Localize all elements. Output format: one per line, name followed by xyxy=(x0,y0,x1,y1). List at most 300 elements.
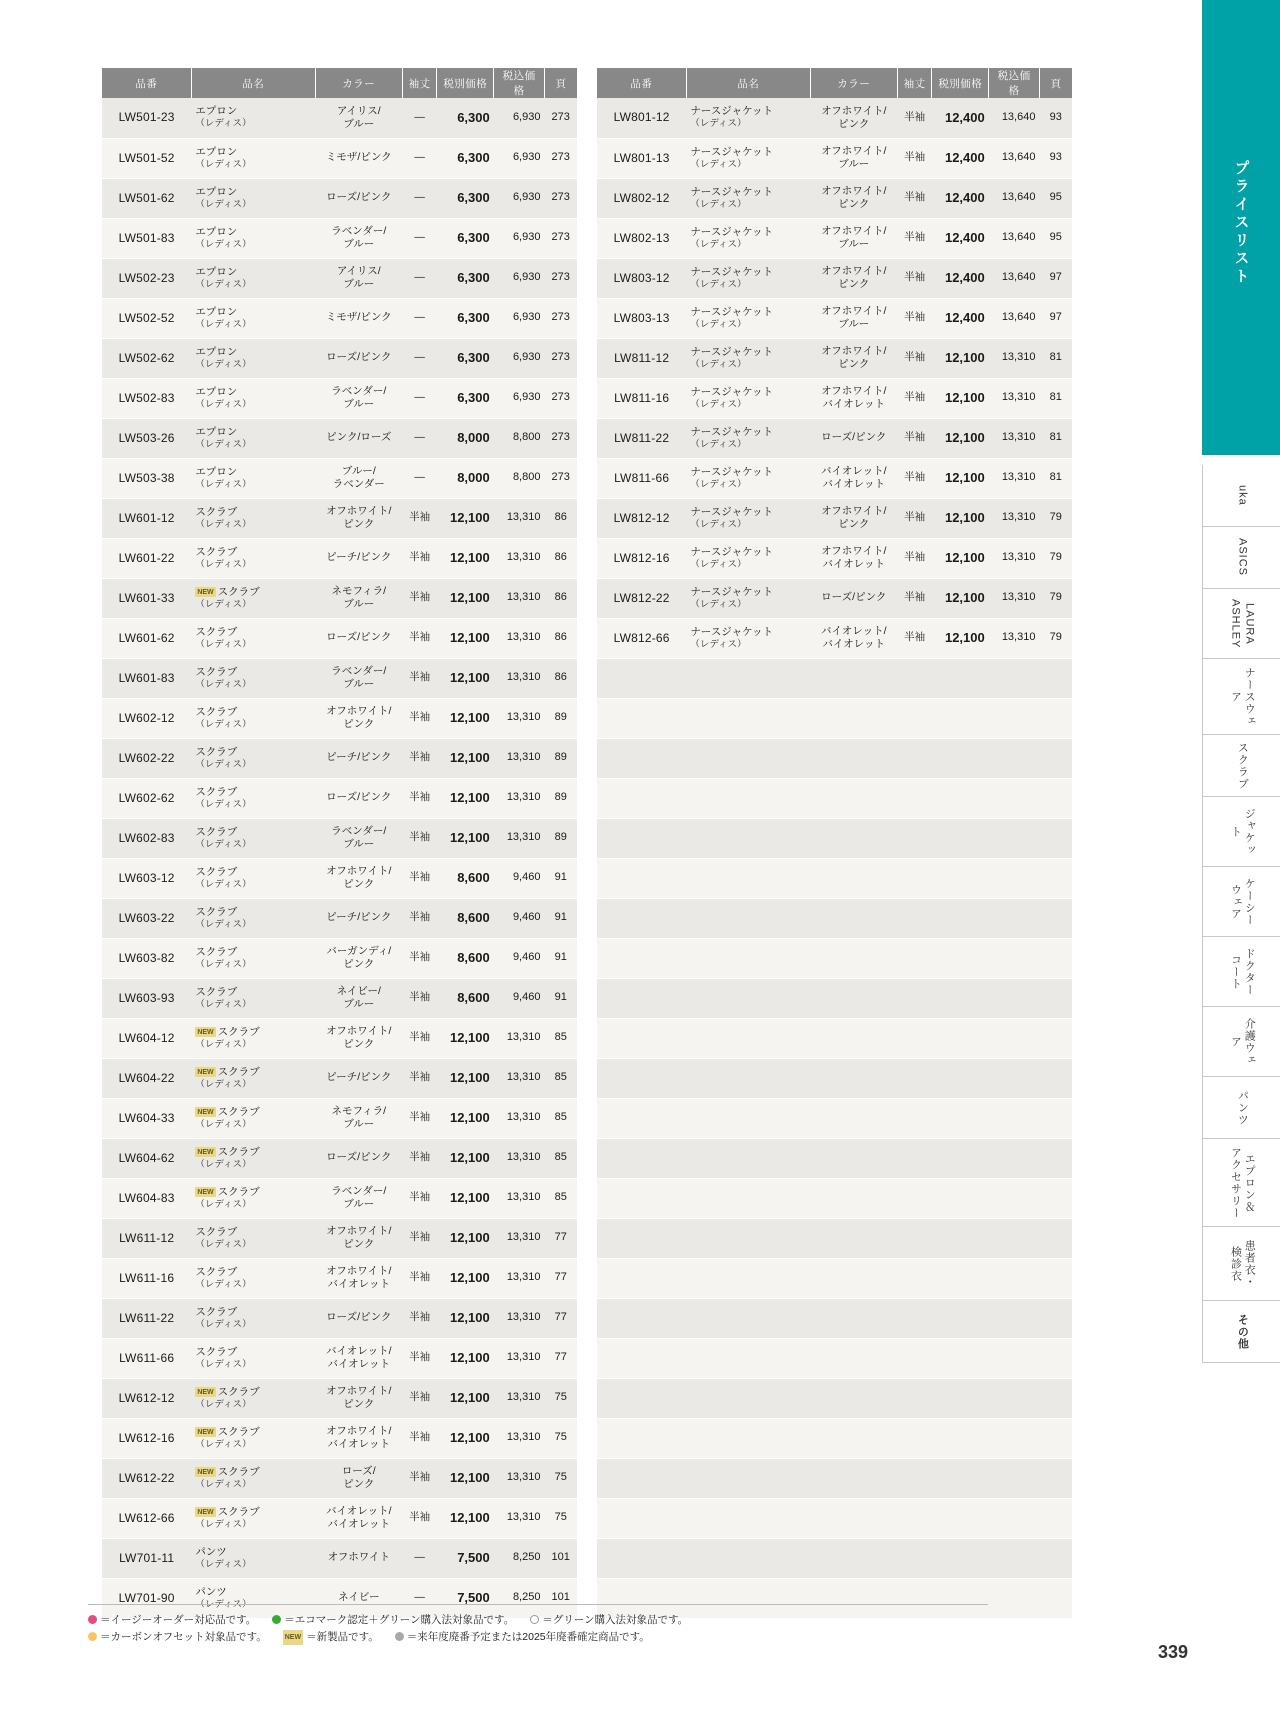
cell-empty xyxy=(686,1498,810,1538)
cell-page-ref: 97 xyxy=(1039,258,1072,298)
cell-empty xyxy=(989,898,1040,938)
cell-sleeve-length: — xyxy=(402,458,437,498)
cell-product-name xyxy=(191,1138,315,1178)
product-name-text: スクラブ xyxy=(195,545,238,558)
product-name-text: スクラブ xyxy=(195,865,238,878)
cell-sleeve-length: 半袖 xyxy=(402,1338,437,1378)
category-tab-6[interactable] xyxy=(1202,797,1280,867)
header-code: 品番 xyxy=(597,68,686,98)
table-row xyxy=(597,418,1072,458)
cell-price-in-tax: 8,250 xyxy=(494,1578,545,1618)
cell-sleeve-length: 半袖 xyxy=(402,658,437,698)
cell-color: ローズ/ピンク xyxy=(810,418,897,458)
new-badge-icon: NEW xyxy=(197,1068,214,1076)
cell-empty xyxy=(597,1178,686,1218)
product-name-text: エプロン xyxy=(195,225,238,238)
cell-empty xyxy=(989,778,1040,818)
cell-price-ex-tax: 12,100 xyxy=(437,1458,494,1498)
cell-page-ref: 91 xyxy=(544,938,577,978)
cell-product-name xyxy=(191,978,315,1018)
cell-page-ref: 95 xyxy=(1039,218,1072,258)
cell-empty xyxy=(989,1418,1040,1458)
cell-price-in-tax: 8,800 xyxy=(494,458,545,498)
cell-price-in-tax: 13,310 xyxy=(494,1138,545,1178)
cell-sleeve-length: — xyxy=(402,138,437,178)
cell-price-ex-tax: 8,600 xyxy=(437,938,494,978)
header-code: 品番 xyxy=(102,68,191,98)
new-badge-icon: NEW xyxy=(197,1468,214,1476)
table-row xyxy=(597,338,1072,378)
cell-empty xyxy=(597,858,686,898)
product-name-text: スクラブ xyxy=(195,785,238,798)
cell-product-code: LW812-12 xyxy=(597,498,686,538)
cell-empty xyxy=(810,1298,897,1338)
cell-product-name xyxy=(191,1098,315,1138)
cell-color: ネモフィラ/ ブルー xyxy=(315,578,402,618)
cell-empty xyxy=(1039,778,1072,818)
cell-price-in-tax: 13,640 xyxy=(989,258,1040,298)
cell-product-code: LW612-16 xyxy=(102,1418,191,1458)
green-dot-icon xyxy=(272,1615,281,1624)
cell-color: バーガンディ/ ピンク xyxy=(315,938,402,978)
table-header-row xyxy=(597,68,1072,98)
cell-product-code: LW802-13 xyxy=(597,218,686,258)
cell-sleeve-length: — xyxy=(402,338,437,378)
cell-empty xyxy=(1039,1258,1072,1298)
table-row xyxy=(102,1498,577,1538)
cell-page-ref: 75 xyxy=(544,1498,577,1538)
product-name-text: ナースジャケット xyxy=(690,145,774,158)
cell-product-name xyxy=(191,818,315,858)
cell-product-code: LW602-22 xyxy=(102,738,191,778)
cell-color: ネモフィラ/ ブルー xyxy=(315,1098,402,1138)
cell-price-ex-tax: 12,100 xyxy=(932,578,989,618)
cell-empty xyxy=(897,1498,932,1538)
cell-price-in-tax: 13,310 xyxy=(494,1018,545,1058)
cell-sleeve-length: 半袖 xyxy=(897,138,932,178)
cell-page-ref: 77 xyxy=(544,1298,577,1338)
cell-price-in-tax: 13,310 xyxy=(494,738,545,778)
cell-product-code: LW811-12 xyxy=(597,338,686,378)
cell-empty xyxy=(897,1218,932,1258)
cell-empty xyxy=(989,1298,1040,1338)
cell-sleeve-length: 半袖 xyxy=(402,1498,437,1538)
table-row xyxy=(102,458,577,498)
cell-product-code: LW611-12 xyxy=(102,1218,191,1258)
table-row-empty xyxy=(597,858,1072,898)
cell-empty xyxy=(597,818,686,858)
cell-page-ref: 86 xyxy=(544,658,577,698)
new-badge-icon: NEW xyxy=(283,1630,303,1645)
cell-empty xyxy=(932,1138,989,1178)
table-row xyxy=(102,418,577,458)
cell-price-ex-tax: 6,300 xyxy=(437,218,494,258)
cell-product-code: LW801-13 xyxy=(597,138,686,178)
category-tab-11[interactable] xyxy=(1202,1139,1280,1227)
cell-price-in-tax: 13,640 xyxy=(989,138,1040,178)
cell-empty xyxy=(686,1298,810,1338)
cell-page-ref: 81 xyxy=(1039,378,1072,418)
cell-empty xyxy=(686,858,810,898)
product-name-subtext: （レディス） xyxy=(195,798,252,810)
cell-empty xyxy=(686,1458,810,1498)
product-name-subtext: （レディス） xyxy=(195,478,252,490)
product-name-subtext: （レディス） xyxy=(690,358,747,370)
table-row xyxy=(102,138,577,178)
cell-sleeve-length: 半袖 xyxy=(897,258,932,298)
cell-product-name xyxy=(686,338,810,378)
cell-sleeve-length: — xyxy=(402,218,437,258)
table-row xyxy=(597,578,1072,618)
cell-page-ref: 273 xyxy=(544,458,577,498)
product-name-subtext: （レディス） xyxy=(690,238,747,250)
cell-color: ローズ/ピンク xyxy=(315,778,402,818)
table-row-empty xyxy=(597,1178,1072,1218)
cell-price-ex-tax: 12,100 xyxy=(437,1098,494,1138)
cell-page-ref: 77 xyxy=(544,1218,577,1258)
category-tab-10[interactable] xyxy=(1202,1077,1280,1139)
cell-price-ex-tax: 12,100 xyxy=(437,618,494,658)
cell-price-ex-tax: 12,100 xyxy=(932,458,989,498)
cell-color: ラベンダー/ ブルー xyxy=(315,818,402,858)
table-row xyxy=(102,578,577,618)
table-row xyxy=(102,538,577,578)
price-tables-container xyxy=(102,68,1072,1619)
cell-empty xyxy=(1039,898,1072,938)
table-row xyxy=(102,1418,577,1458)
cell-page-ref: 273 xyxy=(544,338,577,378)
product-name-subtext: （レディス） xyxy=(195,1398,252,1410)
cell-price-ex-tax: 12,100 xyxy=(437,1018,494,1058)
cell-empty xyxy=(686,1338,810,1378)
category-tab-12[interactable] xyxy=(1202,1227,1280,1301)
product-name-subtext: （レディス） xyxy=(195,398,252,410)
cell-price-ex-tax: 12,100 xyxy=(932,498,989,538)
cell-sleeve-length: — xyxy=(402,1578,437,1618)
product-name-subtext: （レディス） xyxy=(195,1038,252,1050)
cell-price-ex-tax: 12,100 xyxy=(437,738,494,778)
cell-empty xyxy=(1039,1498,1072,1538)
cell-sleeve-length: — xyxy=(402,418,437,458)
cell-product-code: LW802-12 xyxy=(597,178,686,218)
product-name-text: ナースジャケット xyxy=(690,225,774,238)
cell-product-name xyxy=(191,1218,315,1258)
cell-empty xyxy=(1039,938,1072,978)
table-row xyxy=(102,658,577,698)
cell-empty xyxy=(686,1418,810,1458)
category-tab-3[interactable] xyxy=(1202,589,1280,659)
cell-empty xyxy=(989,698,1040,738)
price-list-body-right xyxy=(597,98,1072,1618)
category-tab-2[interactable] xyxy=(1202,527,1280,589)
cell-empty xyxy=(932,1018,989,1058)
legend-footer xyxy=(88,1604,988,1647)
cell-empty xyxy=(597,738,686,778)
cell-color: ミモザ/ピンク xyxy=(315,298,402,338)
cell-product-code: LW603-12 xyxy=(102,858,191,898)
product-name-text: ナースジャケット xyxy=(690,545,774,558)
cell-page-ref: 89 xyxy=(544,738,577,778)
cell-empty xyxy=(897,1378,932,1418)
cell-sleeve-length: 半袖 xyxy=(402,1138,437,1178)
category-tab-13[interactable] xyxy=(1202,1301,1280,1363)
header-color: カラー xyxy=(315,68,402,98)
cell-product-name xyxy=(686,218,810,258)
product-name-text: スクラブ xyxy=(217,1385,260,1398)
cell-empty xyxy=(897,1098,932,1138)
cell-page-ref: 79 xyxy=(1039,498,1072,538)
cell-empty xyxy=(932,1178,989,1218)
cell-page-ref: 85 xyxy=(544,1018,577,1058)
category-tab-5[interactable] xyxy=(1202,735,1280,797)
category-tab-label: ケーシー ウェア xyxy=(1229,877,1256,926)
cell-empty xyxy=(810,858,897,898)
table-row xyxy=(597,618,1072,658)
cell-sleeve-length: 半袖 xyxy=(897,458,932,498)
legend-item-easy-order: ＝イージーオーダー対応品です。 xyxy=(88,1612,256,1629)
legend-item-ecomark: ＝エコマーク認定＋グリーン購入法対象品です。 xyxy=(272,1612,514,1629)
cell-price-ex-tax: 12,100 xyxy=(437,1498,494,1538)
cell-sleeve-length: — xyxy=(402,258,437,298)
category-tab-8[interactable] xyxy=(1202,937,1280,1007)
cell-price-ex-tax: 12,100 xyxy=(437,1258,494,1298)
cell-product-name xyxy=(191,298,315,338)
table-row-empty xyxy=(597,1538,1072,1578)
cell-product-code: LW803-13 xyxy=(597,298,686,338)
product-name-subtext: （レディス） xyxy=(195,1238,252,1250)
cell-page-ref: 273 xyxy=(544,218,577,258)
cell-price-ex-tax: 8,600 xyxy=(437,978,494,1018)
white-dot-icon xyxy=(530,1615,539,1624)
product-name-subtext: （レディス） xyxy=(195,1558,252,1570)
cell-color: ローズ/ピンク xyxy=(315,178,402,218)
cell-price-in-tax: 13,310 xyxy=(494,658,545,698)
cell-empty xyxy=(597,1058,686,1098)
cell-price-ex-tax: 12,400 xyxy=(932,138,989,178)
product-name-subtext: （レディス） xyxy=(195,998,252,1010)
product-name-text: ナースジャケット xyxy=(690,625,774,638)
cell-empty xyxy=(686,978,810,1018)
cell-price-ex-tax: 12,100 xyxy=(437,1298,494,1338)
category-tab-4[interactable] xyxy=(1202,659,1280,735)
cell-product-name xyxy=(686,378,810,418)
product-name-subtext: （レディス） xyxy=(195,1158,252,1170)
product-name-subtext: （レディス） xyxy=(195,1078,252,1090)
cell-price-in-tax: 13,310 xyxy=(494,1458,545,1498)
cell-empty xyxy=(897,1338,932,1378)
product-name-text: エプロン xyxy=(195,265,238,278)
cell-price-in-tax: 13,310 xyxy=(494,1338,545,1378)
cell-price-ex-tax: 8,000 xyxy=(437,418,494,458)
table-row xyxy=(597,538,1072,578)
table-row-empty xyxy=(597,1018,1072,1058)
cell-empty xyxy=(897,978,932,1018)
cell-color: オフホワイト/ ブルー xyxy=(810,218,897,258)
product-name-text: ナースジャケット xyxy=(690,265,774,278)
cell-price-ex-tax: 12,100 xyxy=(437,538,494,578)
legend-item-green-law: ＝グリーン購入法対象品です。 xyxy=(530,1612,688,1629)
cell-product-code: LW612-22 xyxy=(102,1458,191,1498)
cell-color: オフホワイト/ ブルー xyxy=(810,138,897,178)
cell-empty xyxy=(932,698,989,738)
cell-price-in-tax: 13,310 xyxy=(494,578,545,618)
cell-product-name xyxy=(191,1018,315,1058)
cell-color: ラベンダー/ ブルー xyxy=(315,378,402,418)
table-row-empty xyxy=(597,818,1072,858)
cell-price-in-tax: 13,310 xyxy=(494,698,545,738)
product-name-text: ナースジャケット xyxy=(690,345,774,358)
cell-product-code: LW602-83 xyxy=(102,818,191,858)
cell-price-in-tax: 13,310 xyxy=(494,1058,545,1098)
cell-price-ex-tax: 12,100 xyxy=(437,1418,494,1458)
cell-empty xyxy=(932,1378,989,1418)
product-name-subtext: （レディス） xyxy=(195,878,252,890)
category-tab-1[interactable] xyxy=(1202,465,1280,527)
cell-product-code: LW502-83 xyxy=(102,378,191,418)
cell-price-ex-tax: 6,300 xyxy=(437,378,494,418)
cell-page-ref: 89 xyxy=(544,818,577,858)
cell-product-name xyxy=(686,178,810,218)
table-row xyxy=(102,1178,577,1218)
cell-empty xyxy=(932,978,989,1018)
cell-sleeve-length: 半袖 xyxy=(402,578,437,618)
gray-dot-icon xyxy=(395,1632,404,1641)
cell-empty xyxy=(810,898,897,938)
product-name-subtext: （レディス） xyxy=(690,598,747,610)
cell-color: バイオレット/ バイオレット xyxy=(315,1498,402,1538)
product-name-text: スクラブ xyxy=(217,1145,260,1158)
cell-sleeve-length: 半袖 xyxy=(402,1458,437,1498)
cell-empty xyxy=(686,658,810,698)
cell-product-code: LW812-16 xyxy=(597,538,686,578)
cell-empty xyxy=(597,1458,686,1498)
table-row xyxy=(102,1058,577,1098)
cell-price-ex-tax: 12,400 xyxy=(932,98,989,138)
table-row xyxy=(102,898,577,938)
cell-empty xyxy=(597,658,686,698)
cell-empty xyxy=(932,898,989,938)
cell-price-in-tax: 13,310 xyxy=(989,458,1040,498)
cell-sleeve-length: 半袖 xyxy=(402,1218,437,1258)
header-name: 品名 xyxy=(191,68,315,98)
cell-empty xyxy=(932,1338,989,1378)
cell-empty xyxy=(810,1538,897,1578)
product-name-subtext: （レディス） xyxy=(195,1598,252,1610)
cell-page-ref: 273 xyxy=(544,98,577,138)
cell-price-in-tax: 13,640 xyxy=(989,178,1040,218)
table-row xyxy=(102,498,577,538)
cell-product-name xyxy=(191,738,315,778)
product-name-subtext: （レディス） xyxy=(195,1438,252,1450)
cell-product-code: LW604-62 xyxy=(102,1138,191,1178)
header-price-ex-tax: 税別価格 xyxy=(437,68,494,98)
cell-empty xyxy=(810,938,897,978)
product-name-text: ナースジャケット xyxy=(690,505,774,518)
cell-product-name xyxy=(191,378,315,418)
cell-product-code: LW603-82 xyxy=(102,938,191,978)
cell-product-code: LW604-83 xyxy=(102,1178,191,1218)
price-list-table-right xyxy=(597,68,1072,1619)
product-name-subtext: （レディス） xyxy=(195,638,252,650)
new-badge-icon: NEW xyxy=(197,1188,214,1196)
cell-price-ex-tax: 12,100 xyxy=(437,698,494,738)
cell-sleeve-length: 半袖 xyxy=(897,578,932,618)
cell-product-name xyxy=(191,1418,315,1458)
category-tab-label: ナースウェア xyxy=(1229,666,1256,727)
cell-color: オフホワイト/ バイオレット xyxy=(810,538,897,578)
cell-sleeve-length: 半袖 xyxy=(402,978,437,1018)
cell-color: オフホワイト/ ピンク xyxy=(315,1218,402,1258)
cell-product-code: LW502-62 xyxy=(102,338,191,378)
cell-empty xyxy=(989,1018,1040,1058)
cell-empty xyxy=(897,1138,932,1178)
cell-page-ref: 93 xyxy=(1039,98,1072,138)
table-row xyxy=(102,1378,577,1418)
cell-sleeve-length: 半袖 xyxy=(402,818,437,858)
cell-color: ラベンダー/ ブルー xyxy=(315,658,402,698)
product-name-subtext: （レディス） xyxy=(195,758,252,770)
category-tab-7[interactable] xyxy=(1202,867,1280,937)
cell-empty xyxy=(897,1178,932,1218)
product-name-text: スクラブ xyxy=(217,1505,260,1518)
cell-product-name xyxy=(191,618,315,658)
cell-empty xyxy=(810,1378,897,1418)
cell-empty xyxy=(932,1058,989,1098)
new-badge-icon: NEW xyxy=(197,1108,214,1116)
cell-price-ex-tax: 12,100 xyxy=(437,1338,494,1378)
category-tab-label: 介護ウェア xyxy=(1229,1017,1256,1066)
cell-empty xyxy=(686,698,810,738)
cell-empty xyxy=(989,1218,1040,1258)
section-tab-price-list xyxy=(1202,0,1280,455)
product-name-text: スクラブ xyxy=(195,1305,238,1318)
cell-product-code: LW603-22 xyxy=(102,898,191,938)
cell-page-ref: 75 xyxy=(544,1378,577,1418)
product-name-text: ナースジャケット xyxy=(690,185,774,198)
cell-product-code: LW503-26 xyxy=(102,418,191,458)
category-tab-9[interactable] xyxy=(1202,1007,1280,1077)
cell-empty xyxy=(1039,1378,1072,1418)
product-name-subtext: （レディス） xyxy=(690,478,747,490)
cell-empty xyxy=(989,1498,1040,1538)
cell-price-in-tax: 13,310 xyxy=(494,1178,545,1218)
cell-color: オフホワイト/ バイオレット xyxy=(315,1258,402,1298)
cell-price-ex-tax: 12,100 xyxy=(437,1138,494,1178)
table-row-empty xyxy=(597,1338,1072,1378)
product-name-text: スクラブ xyxy=(195,1265,238,1278)
product-name-subtext: （レディス） xyxy=(690,438,747,450)
table-row xyxy=(102,858,577,898)
cell-empty xyxy=(1039,1298,1072,1338)
product-name-text: スクラブ xyxy=(217,1425,260,1438)
cell-color: ローズ/ピンク xyxy=(315,1138,402,1178)
side-tab-rail xyxy=(1100,0,1280,1729)
cell-price-in-tax: 13,310 xyxy=(494,1098,545,1138)
product-name-text: スクラブ xyxy=(195,505,238,518)
cell-empty xyxy=(989,1098,1040,1138)
table-row xyxy=(597,98,1072,138)
product-name-text: スクラブ xyxy=(195,745,238,758)
cell-empty xyxy=(989,938,1040,978)
cell-color: バイオレット/ バイオレット xyxy=(315,1338,402,1378)
table-row-empty xyxy=(597,978,1072,1018)
cell-product-code: LW501-62 xyxy=(102,178,191,218)
cell-product-code: LW812-22 xyxy=(597,578,686,618)
cell-empty xyxy=(810,1498,897,1538)
cell-product-name xyxy=(191,138,315,178)
product-name-text: スクラブ xyxy=(217,1105,260,1118)
cell-empty xyxy=(810,1458,897,1498)
